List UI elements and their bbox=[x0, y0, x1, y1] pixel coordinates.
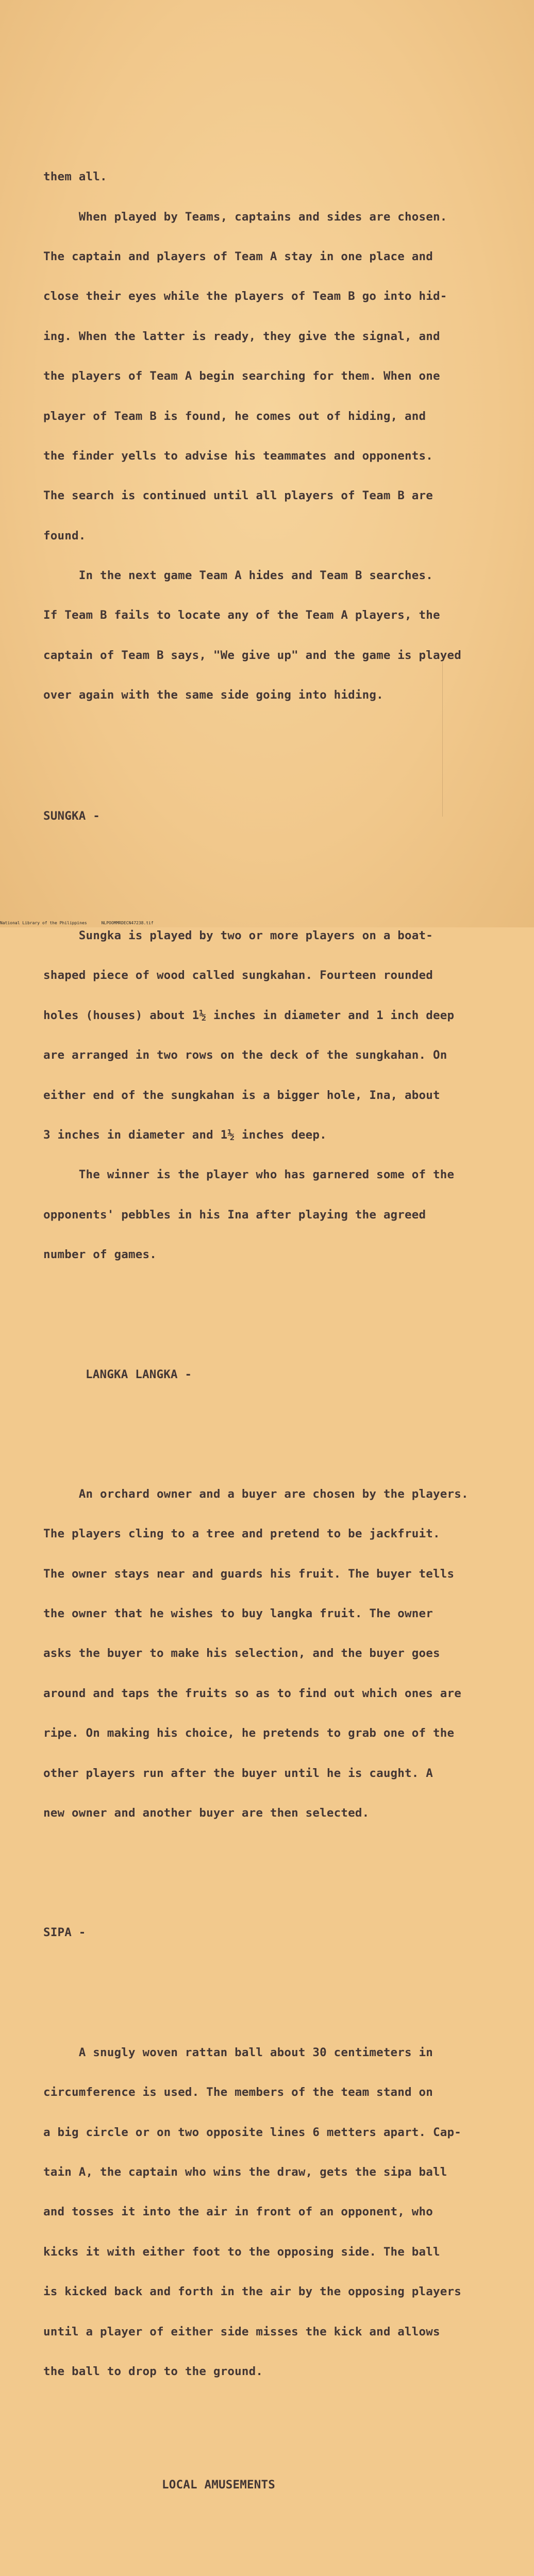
scan-footer bbox=[0, 921, 168, 926]
text-line: them all. bbox=[43, 170, 107, 184]
langka-section bbox=[43, 1461, 523, 1846]
text-line: and tosses it into the air in front of an opponent, who bbox=[43, 2205, 433, 2219]
spacer bbox=[43, 1328, 523, 1342]
text-line: the owner that he wishes to buy langka fruit. The owner bbox=[43, 1607, 433, 1621]
text-line: until a player of either side misses the kick and allows bbox=[43, 2325, 440, 2338]
text-line: circumference is used. The members of the team stand on bbox=[43, 2086, 433, 2099]
text-line: The captain and players of Team A stay in one place and bbox=[43, 249, 433, 263]
sipa-section bbox=[43, 2020, 523, 2405]
text-line: The winner is the player who has garnered some of the bbox=[43, 1168, 455, 1182]
spacer bbox=[43, 769, 523, 783]
text-line: 3 inches in diameter and 1½ inches deep. bbox=[43, 1128, 327, 1142]
heading-sungka: SUNGKA - bbox=[43, 809, 100, 823]
heading-langka-langka: LANGKA LANGKA - bbox=[86, 1367, 192, 1381]
text-line: A snugly woven rattan ball about 30 centimeters in bbox=[43, 2045, 433, 2059]
text-line: holes (houses) about 1½ inches in diameter and 1 inch deep bbox=[43, 1008, 455, 1022]
spacer bbox=[43, 1408, 523, 1421]
text-line: is kicked back and forth in the air by the opposing players bbox=[43, 2285, 462, 2299]
text-line: When played by Teams, captains and sides are chosen. bbox=[43, 210, 447, 224]
text-line: new owner and another buyer are then selected. bbox=[43, 1806, 370, 1820]
text-line: either end of the sungkahan is a bigger hole, Ina, about bbox=[43, 1088, 440, 1102]
text-line: are arranged in two rows on the deck of the sungkahan. On bbox=[43, 1048, 447, 1062]
text-line: other players run after the buyer until he is caught. A bbox=[43, 1766, 433, 1780]
amusements-section bbox=[43, 2570, 523, 2576]
footer-filename: NLPOOMMRDECN47238.tif bbox=[101, 921, 154, 925]
footer-library: National Library of the Philippines bbox=[0, 921, 87, 925]
text-line: Sungka is played by two or more players on a boat- bbox=[43, 929, 433, 943]
text-line: If Team B fails to locate any of the Team A players, the bbox=[43, 608, 440, 622]
text-line: The search is continued until all players of Team B are bbox=[43, 489, 433, 503]
heading-sipa: SIPA - bbox=[43, 1926, 86, 1940]
heading-local-amusements: LOCAL AMUSEMENTS bbox=[162, 2478, 275, 2492]
text-line: a big circle or on two opposite lines 6 metters apart. Cap- bbox=[43, 2125, 462, 2139]
text-line: An orchard owner and a buyer are chosen by the players. bbox=[43, 1487, 469, 1501]
text-line: asks the buyer to make his selection, and the buyer goes bbox=[43, 1647, 440, 1660]
spacer bbox=[43, 2519, 523, 2530]
intro-section bbox=[43, 144, 523, 729]
typewritten-text bbox=[43, 117, 523, 2576]
text-line: The owner stays near and guards his fruit. The buyer tells bbox=[43, 1567, 455, 1581]
spacer bbox=[43, 1967, 523, 1980]
text-line: In the next game Team A hides and Team B searches. bbox=[43, 569, 433, 583]
text-line: shaped piece of wood called sungkahan. Fourteen rounded bbox=[43, 969, 433, 982]
spacer bbox=[43, 2445, 523, 2452]
text-line: The players cling to a tree and pretend to be jackfruit. bbox=[43, 1527, 440, 1541]
text-line: around and taps the fruits so as to find out which ones are bbox=[43, 1686, 462, 1700]
text-line: player of Team B is found, he comes out of hiding, and bbox=[43, 409, 426, 423]
text-line: the ball to drop to the ground. bbox=[43, 2364, 263, 2378]
text-line: number of games. bbox=[43, 1248, 157, 1262]
text-line: close their eyes while the players of Team B go into hid- bbox=[43, 290, 447, 303]
paper-crease bbox=[442, 662, 443, 817]
text-line: ripe. On making his choice, he pretends to grab one of the bbox=[43, 1726, 455, 1740]
text-line: over again with the same side going into hiding. bbox=[43, 688, 383, 702]
text-line: found. bbox=[43, 529, 86, 543]
text-line: ing. When the latter is ready, they give the signal, and bbox=[43, 329, 440, 343]
text-line: tain A, the captain who wins the draw, gets the sipa ball bbox=[43, 2165, 447, 2179]
sungka-section bbox=[43, 903, 523, 1288]
spacer bbox=[43, 850, 523, 863]
text-line: opponents' pebbles in his Ina after playing the agreed bbox=[43, 1208, 426, 1222]
text-line: the finder yells to advise his teammates and opponents. bbox=[43, 449, 433, 463]
text-line: kicks it with either foot to the opposing side. The ball bbox=[43, 2245, 440, 2259]
text-line: the players of Team A begin searching for them. When one bbox=[43, 369, 440, 383]
text-line: captain of Team B says, "We give up" and the game is played bbox=[43, 648, 462, 662]
spacer bbox=[43, 1887, 523, 1900]
